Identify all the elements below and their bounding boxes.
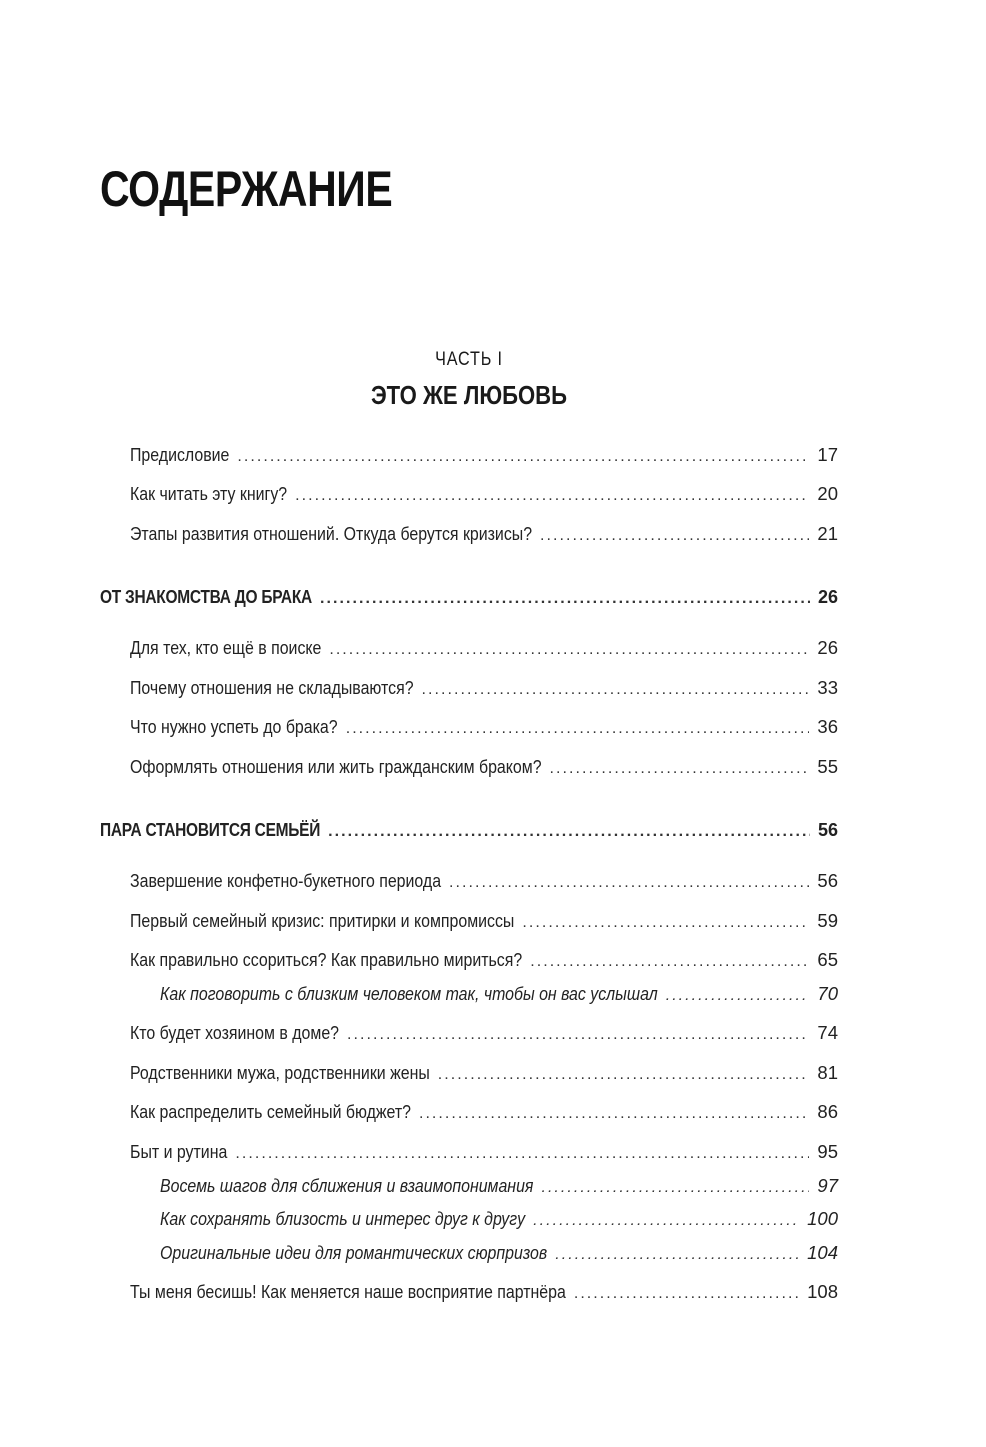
toc-subentry-title: Как сохранять близость и интерес друг к другу: [160, 1208, 526, 1229]
toc-entry-page: 74: [817, 1022, 838, 1043]
toc-entry[interactable]: [130, 634, 838, 662]
toc-entry[interactable]: [130, 1098, 838, 1126]
toc-subentry-page: 97: [817, 1175, 838, 1196]
toc-section-page: 56: [817, 820, 838, 840]
toc-subentry[interactable]: [160, 1172, 838, 1200]
toc-entry-page: 21: [817, 523, 838, 544]
toc-entry-page: 36: [817, 716, 838, 737]
toc-subentry-page: 100: [807, 1208, 838, 1229]
dot-leader: [328, 818, 810, 846]
toc-entry-page: 86: [817, 1101, 838, 1122]
dot-leader: [235, 1140, 809, 1168]
part-title: ЭТО ЖЕ ЛЮБОВЬ: [370, 380, 568, 410]
toc-entry[interactable]: [130, 1059, 838, 1087]
dot-leader: [540, 522, 809, 550]
toc-section-page: 26: [817, 587, 838, 607]
toc-entry-title: Как правильно ссориться? Как правильно мириться?: [130, 949, 523, 970]
dot-leader: [541, 1174, 809, 1202]
toc-entry[interactable]: [130, 907, 838, 935]
dot-leader: [530, 948, 809, 976]
toc-entry-page: 17: [817, 444, 838, 465]
toc-entry[interactable]: [130, 1278, 838, 1306]
toc-entry-title: Для тех, кто ещё в поиске: [130, 637, 322, 658]
toc-subentry-title: Оригинальные идеи для романтических сюрпризов: [160, 1242, 548, 1263]
toc-entry-page: 81: [817, 1062, 838, 1083]
part-label: ЧАСТЬ I: [435, 349, 503, 370]
toc-section[interactable]: [100, 583, 838, 611]
toc-entry-page: 26: [817, 637, 838, 658]
toc-entry-page: 56: [817, 870, 838, 891]
page-title: СОДЕРЖАНИЕ: [100, 161, 393, 217]
dot-leader: [533, 1207, 799, 1235]
toc-section-title: ПАРА СТАНОВИТСЯ СЕМЬЁЙ: [100, 820, 321, 840]
toc-subentry-title: Восемь шагов для сближения и взаимопонимания: [160, 1175, 534, 1196]
toc-entry[interactable]: [130, 520, 838, 548]
toc-entry-title: Этапы развития отношений. Откуда берутся кризисы?: [130, 523, 533, 544]
toc-subentry[interactable]: [160, 1239, 838, 1267]
dot-leader: [237, 443, 809, 471]
toc-entry-title: Родственники мужа, родственники жены: [130, 1062, 430, 1083]
dot-leader: [422, 676, 810, 704]
toc-entry-title: Как читать эту книгу?: [130, 483, 288, 504]
toc-entry-title: Оформлять отношения или жить гражданским браком?: [130, 756, 542, 777]
toc-subentry-page: 70: [817, 983, 838, 1004]
toc-entry-title: Ты меня бесишь! Как меняется наше восприятие партнёра: [130, 1281, 566, 1302]
toc-entry-page: 108: [807, 1281, 838, 1302]
toc-entry-title: Кто будет хозяином в доме?: [130, 1022, 340, 1043]
toc-entry[interactable]: [130, 753, 838, 781]
dot-leader: [574, 1280, 799, 1308]
toc-subentry[interactable]: [160, 1205, 838, 1233]
toc-entry-title: Быт и рутина: [130, 1141, 228, 1162]
toc-entry-page: 20: [817, 483, 838, 504]
toc-entry-page: 55: [817, 756, 838, 777]
dot-leader: [438, 1061, 810, 1089]
dot-leader: [419, 1100, 809, 1128]
toc-entry-title: Завершение конфетно-букетного периода: [130, 870, 442, 891]
dot-leader: [347, 1021, 809, 1049]
dot-leader: [666, 982, 810, 1010]
toc-entry-title: Предисловие: [130, 444, 230, 465]
toc-entry[interactable]: [130, 867, 838, 895]
toc-entry-page: 33: [817, 677, 838, 698]
dot-leader: [555, 1241, 799, 1269]
toc-entry-page: 59: [817, 910, 838, 931]
dot-leader: [449, 869, 809, 897]
toc-entry-title: Что нужно успеть до брака?: [130, 716, 338, 737]
dot-leader: [329, 636, 809, 664]
toc-subentry[interactable]: [160, 980, 838, 1008]
dot-leader: [522, 909, 809, 937]
toc-entry[interactable]: [130, 674, 838, 702]
dot-leader: [346, 715, 810, 743]
toc-subentry-page: 104: [807, 1242, 838, 1263]
toc-entry[interactable]: [130, 441, 838, 469]
toc-entry[interactable]: [130, 713, 838, 741]
toc-entry[interactable]: [130, 1138, 838, 1166]
toc-entry-page: 65: [817, 949, 838, 970]
dot-leader: [320, 585, 810, 613]
dot-leader: [295, 482, 809, 510]
toc-entry[interactable]: [130, 480, 838, 508]
toc-entry-page: 95: [817, 1141, 838, 1162]
toc-entry-title: Первый семейный кризис: притирки и компромиссы: [130, 910, 515, 931]
toc-section[interactable]: [100, 816, 838, 844]
toc-entry-title: Почему отношения не складываются?: [130, 677, 414, 698]
dot-leader: [550, 755, 810, 783]
toc-entry[interactable]: [130, 1019, 838, 1047]
toc-entry[interactable]: [130, 946, 838, 974]
toc-section-title: ОТ ЗНАКОМСТВА ДО БРАКА: [100, 587, 312, 607]
toc-subentry-title: Как поговорить с близким человеком так, чтобы он вас услышал: [160, 983, 658, 1004]
toc-entry-title: Как распределить семейный бюджет?: [130, 1101, 411, 1122]
